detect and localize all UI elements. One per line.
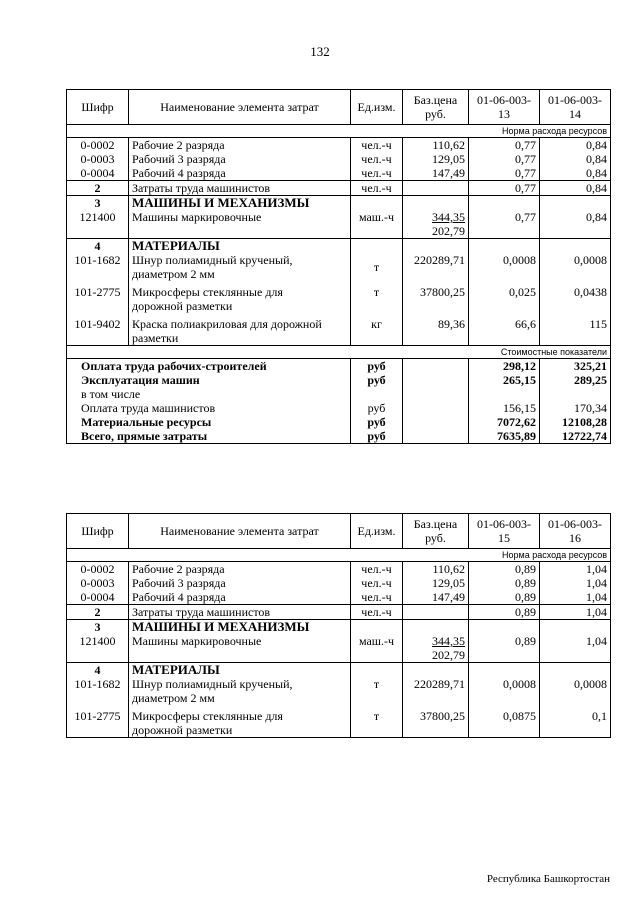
row-value-a: 0,0875 bbox=[469, 705, 540, 738]
row-unit: маш.-ч bbox=[351, 634, 403, 663]
row-price bbox=[403, 181, 469, 196]
row-price: 37800,25 bbox=[403, 281, 469, 313]
section-code: 4 bbox=[67, 663, 129, 678]
header-col-b: 01-06-003-16 bbox=[540, 514, 611, 549]
summary-value-a: 7072,62 bbox=[469, 415, 540, 429]
summary-value-a: 7635,89 bbox=[469, 429, 540, 444]
summary-value-b: 325,21 bbox=[540, 359, 611, 374]
header-unit: Ед.изм. bbox=[351, 514, 403, 549]
summary-unit: руб bbox=[351, 415, 403, 429]
row-unit: т bbox=[351, 281, 403, 313]
summary-row bbox=[67, 415, 611, 429]
summary-value-a: 298,12 bbox=[469, 359, 540, 374]
summary-name: в том числе bbox=[67, 387, 351, 401]
header-price: Баз.цена руб. bbox=[403, 514, 469, 549]
summary-name: Эксплуатация машин bbox=[67, 373, 351, 387]
row-code: 2 bbox=[67, 605, 129, 620]
row-unit: чел.-ч bbox=[351, 138, 403, 153]
row-value-a: 0,89 bbox=[469, 562, 540, 577]
row-value-b: 1,04 bbox=[540, 634, 611, 663]
table-row bbox=[67, 634, 611, 663]
header-name: Наименование элемента затрат bbox=[129, 90, 351, 125]
section-code: 3 bbox=[67, 196, 129, 211]
summary-row bbox=[67, 359, 611, 374]
row-value-a: 0,77 bbox=[469, 210, 540, 239]
row-price: 344,35 bbox=[432, 210, 465, 224]
row-name-line2: дорожной разметки bbox=[132, 299, 233, 313]
estimate-table-2 bbox=[66, 513, 611, 738]
row-unit: т bbox=[351, 677, 403, 705]
cost-band bbox=[67, 346, 611, 359]
row-price: 110,62 bbox=[403, 562, 469, 577]
row-name: Рабочий 4 разряда bbox=[129, 166, 351, 181]
norm-band bbox=[67, 549, 611, 562]
summary-row bbox=[67, 373, 611, 387]
section-code: 3 bbox=[67, 620, 129, 635]
row-code: 0-0002 bbox=[67, 138, 129, 153]
row-name: Микросферы стеклянные для bbox=[132, 709, 283, 723]
summary-name: Оплата труда рабочих-строителей bbox=[67, 359, 351, 374]
table-row bbox=[67, 605, 611, 620]
row-price-secondary: 202,79 bbox=[432, 648, 465, 662]
row-value-a: 0,0008 bbox=[469, 677, 540, 705]
row-value-a: 0,77 bbox=[469, 181, 540, 196]
row-value-b: 0,84 bbox=[540, 166, 611, 181]
summary-unit: руб bbox=[351, 429, 403, 444]
row-name-line2: диаметром 2 мм bbox=[132, 267, 215, 281]
summary-row bbox=[67, 429, 611, 444]
section-row bbox=[67, 239, 611, 254]
summary-value-b: 289,25 bbox=[540, 373, 611, 387]
summary-name: Оплата труда машинистов bbox=[67, 401, 351, 415]
row-value-b: 0,84 bbox=[540, 181, 611, 196]
summary-value-b: 170,34 bbox=[540, 401, 611, 415]
header-col-a: 01-06-003-15 bbox=[469, 514, 540, 549]
row-value-b: 1,04 bbox=[540, 605, 611, 620]
header-code: Шифр bbox=[67, 514, 129, 549]
row-unit: чел.-ч bbox=[351, 152, 403, 166]
row-name-line2: разметки bbox=[132, 331, 179, 345]
row-code: 121400 bbox=[67, 634, 129, 663]
table-row bbox=[67, 313, 611, 346]
summary-row bbox=[67, 387, 611, 401]
header-name: Наименование элемента затрат bbox=[129, 514, 351, 549]
row-price: 147,49 bbox=[403, 166, 469, 181]
row-code: 0-0003 bbox=[67, 576, 129, 590]
header-code: Шифр bbox=[67, 90, 129, 125]
row-unit: чел.-ч bbox=[351, 590, 403, 605]
estimate-table-1 bbox=[66, 89, 611, 444]
row-code: 0-0002 bbox=[67, 562, 129, 577]
row-value-a: 0,89 bbox=[469, 590, 540, 605]
section-row bbox=[67, 196, 611, 211]
row-name: Краска полиакриловая для дорожной bbox=[132, 317, 322, 331]
row-price bbox=[403, 605, 469, 620]
header-price: Баз.цена руб. bbox=[403, 90, 469, 125]
row-name: Затраты труда машинистов bbox=[129, 605, 351, 620]
row-code: 121400 bbox=[67, 210, 129, 239]
row-name: Рабочие 2 разряда bbox=[129, 138, 351, 153]
row-name: Рабочий 3 разряда bbox=[129, 576, 351, 590]
summary-unit: руб bbox=[351, 359, 403, 374]
row-name-line2: дорожной разметки bbox=[132, 723, 233, 737]
row-value-a: 0,77 bbox=[469, 166, 540, 181]
row-name: Затраты труда машинистов bbox=[129, 181, 351, 196]
row-code: 2 bbox=[67, 181, 129, 196]
row-unit: чел.-ч bbox=[351, 605, 403, 620]
table-row bbox=[67, 152, 611, 166]
row-price: 220289,71 bbox=[403, 677, 469, 705]
row-value-a: 66,6 bbox=[469, 313, 540, 346]
table-row bbox=[67, 253, 611, 281]
row-value-b: 115 bbox=[540, 313, 611, 346]
section-title: МАТЕРИАЛЫ bbox=[129, 663, 351, 678]
row-name: Шнур полиамидный крученый, bbox=[132, 677, 293, 691]
row-price: 129,05 bbox=[403, 152, 469, 166]
row-code: 101-2775 bbox=[67, 281, 129, 313]
row-price: 110,62 bbox=[403, 138, 469, 153]
row-price-secondary: 202,79 bbox=[432, 224, 465, 238]
norm-label: Норма расхода ресурсов bbox=[469, 549, 611, 562]
row-name: Рабочий 4 разряда bbox=[129, 590, 351, 605]
norm-band bbox=[67, 125, 611, 138]
row-unit: чел.-ч bbox=[351, 562, 403, 577]
row-value-b: 0,0008 bbox=[540, 677, 611, 705]
row-code: 0-0004 bbox=[67, 166, 129, 181]
row-value-b: 0,84 bbox=[540, 138, 611, 153]
row-value-b: 1,04 bbox=[540, 590, 611, 605]
row-price: 37800,25 bbox=[403, 705, 469, 738]
row-value-a: 0,89 bbox=[469, 605, 540, 620]
summary-value-a: 265,15 bbox=[469, 373, 540, 387]
row-name: Рабочий 3 разряда bbox=[129, 152, 351, 166]
header-col-a: 01-06-003-13 bbox=[469, 90, 540, 125]
summary-name: Всего, прямые затраты bbox=[67, 429, 351, 444]
table-header bbox=[67, 514, 611, 549]
row-value-b: 0,84 bbox=[540, 152, 611, 166]
table-row bbox=[67, 181, 611, 196]
section-title: МАШИНЫ И МЕХАНИЗМЫ bbox=[129, 620, 351, 635]
norm-label: Норма расхода ресурсов bbox=[469, 125, 611, 138]
row-name-line2: диаметром 2 мм bbox=[132, 691, 215, 705]
table-row bbox=[67, 677, 611, 705]
summary-row bbox=[67, 401, 611, 415]
row-unit: чел.-ч bbox=[351, 166, 403, 181]
section-code: 4 bbox=[67, 239, 129, 254]
summary-value-b: 12108,28 bbox=[540, 415, 611, 429]
header-col-b: 01-06-003-14 bbox=[540, 90, 611, 125]
summary-unit: руб bbox=[351, 373, 403, 387]
table-header bbox=[67, 90, 611, 125]
row-value-a: 0,0008 bbox=[469, 253, 540, 281]
row-unit: т bbox=[351, 253, 403, 281]
summary-name: Материальные ресурсы bbox=[67, 415, 351, 429]
row-name: Машины маркировочные bbox=[129, 634, 351, 663]
row-unit: чел.-ч bbox=[351, 181, 403, 196]
row-value-a: 0,89 bbox=[469, 576, 540, 590]
row-value-b: 0,0008 bbox=[540, 253, 611, 281]
row-value-b: 0,0438 bbox=[540, 281, 611, 313]
row-price: 220289,71 bbox=[403, 253, 469, 281]
section-title: МАШИНЫ И МЕХАНИЗМЫ bbox=[129, 196, 351, 211]
row-value-b: 0,1 bbox=[540, 705, 611, 738]
row-value-a: 0,77 bbox=[469, 138, 540, 153]
section-row bbox=[67, 663, 611, 678]
row-price: 89,36 bbox=[403, 313, 469, 346]
row-value-b: 1,04 bbox=[540, 562, 611, 577]
row-name: Микросферы стеклянные для bbox=[132, 285, 283, 299]
page-number: 132 bbox=[310, 44, 330, 59]
table-row bbox=[67, 138, 611, 153]
table-row bbox=[67, 576, 611, 590]
summary-unit: руб bbox=[351, 401, 403, 415]
row-price: 147,49 bbox=[403, 590, 469, 605]
cost-label: Стоимостные показатели bbox=[469, 346, 611, 359]
row-unit: т bbox=[351, 705, 403, 738]
row-code: 101-1682 bbox=[67, 253, 129, 281]
table-row bbox=[67, 281, 611, 313]
row-price: 344,35 bbox=[432, 634, 465, 648]
table-row bbox=[67, 210, 611, 239]
summary-value-b: 12722,74 bbox=[540, 429, 611, 444]
table-row bbox=[67, 590, 611, 605]
row-name: Машины маркировочные bbox=[129, 210, 351, 239]
header-unit: Ед.изм. bbox=[351, 90, 403, 125]
table-row bbox=[67, 562, 611, 577]
row-value-b: 1,04 bbox=[540, 576, 611, 590]
row-name: Рабочие 2 разряда bbox=[129, 562, 351, 577]
summary-value-a: 156,15 bbox=[469, 401, 540, 415]
row-value-a: 0,77 bbox=[469, 152, 540, 166]
row-code: 101-1682 bbox=[67, 677, 129, 705]
row-price: 129,05 bbox=[403, 576, 469, 590]
table-row bbox=[67, 166, 611, 181]
row-code: 0-0004 bbox=[67, 590, 129, 605]
footer-region: Республика Башкортостан bbox=[486, 873, 610, 885]
section-row bbox=[67, 620, 611, 635]
row-code: 101-2775 bbox=[67, 705, 129, 738]
table-row bbox=[67, 705, 611, 738]
row-code: 101-9402 bbox=[67, 313, 129, 346]
row-name: Шнур полиамидный крученый, bbox=[132, 253, 293, 267]
row-code: 0-0003 bbox=[67, 152, 129, 166]
row-value-a: 0,89 bbox=[469, 634, 540, 663]
row-unit: чел.-ч bbox=[351, 576, 403, 590]
row-unit: кг bbox=[351, 313, 403, 346]
row-value-b: 0,84 bbox=[540, 210, 611, 239]
section-title: МАТЕРИАЛЫ bbox=[129, 239, 351, 254]
row-unit: маш.-ч bbox=[351, 210, 403, 239]
row-value-a: 0,025 bbox=[469, 281, 540, 313]
